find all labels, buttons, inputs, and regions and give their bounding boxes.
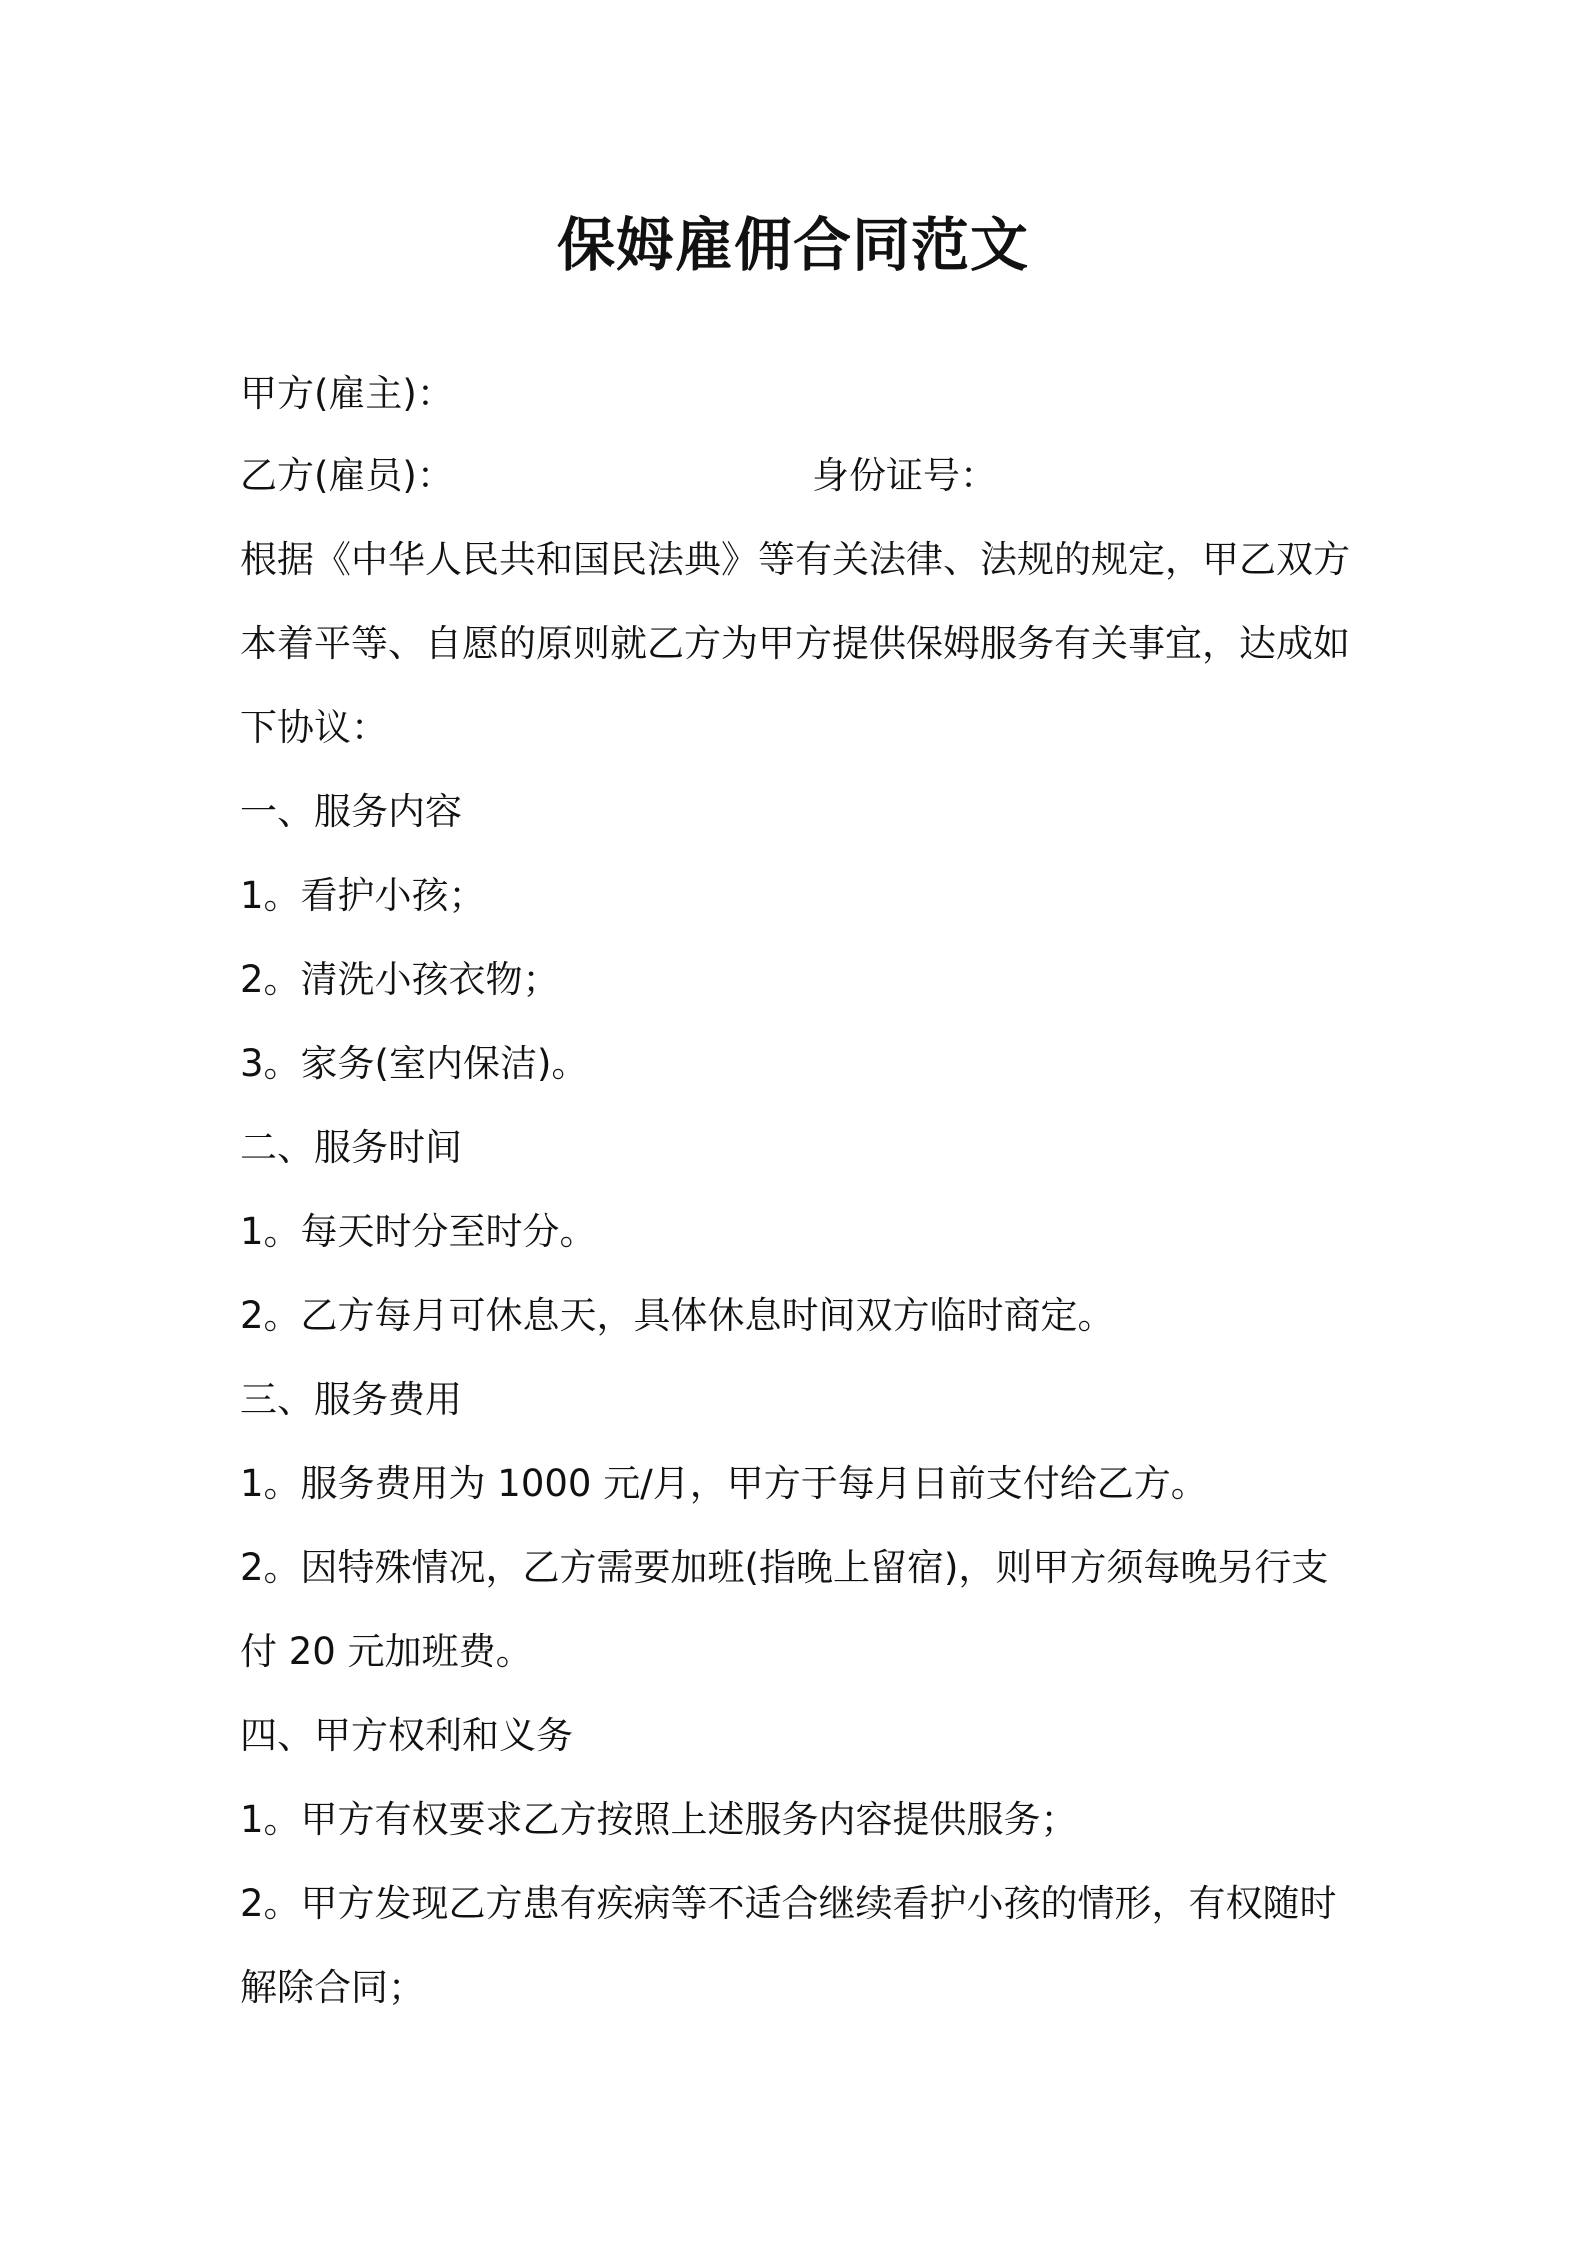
rights-item: 2。甲方发现乙方患有疾病等不适合继续看护小孩的情形，有权随时 bbox=[240, 1882, 1337, 1925]
service-item: 1。看护小孩； bbox=[240, 874, 486, 917]
time-item: 2。乙方每月可休息天，具体休息时间双方临时商定。 bbox=[240, 1294, 1115, 1337]
fee-item: 付 20 元加班费。 bbox=[240, 1630, 533, 1673]
document-title: 保姆雇佣合同范文 bbox=[556, 211, 1029, 279]
fee-item: 2。因特殊情况，乙方需要加班(指晚上留宿)，则甲方须每晚另行支 bbox=[240, 1546, 1329, 1589]
preamble-line: 本着平等、自愿的原则就乙方为甲方提供保姆服务有关事宜，达成如 bbox=[240, 622, 1350, 665]
rights-item: 1。甲方有权要求乙方按照上述服务内容提供服务； bbox=[240, 1798, 1078, 1841]
id-number-label: 身份证号： bbox=[812, 454, 997, 497]
section-heading-party-a-rights: 四、甲方权利和义务 bbox=[240, 1714, 573, 1757]
fee-item: 1。服务费用为 1000 元/月，甲方于每月日前支付给乙方。 bbox=[240, 1462, 1208, 1505]
time-item: 1。每天时分至时分。 bbox=[240, 1210, 597, 1253]
party-b-label: 乙方(雇员)： bbox=[240, 454, 454, 497]
section-heading-service-time: 二、服务时间 bbox=[240, 1126, 462, 1169]
service-item: 3。家务(室内保洁)。 bbox=[240, 1042, 589, 1085]
service-item: 2。清洗小孩衣物； bbox=[240, 958, 560, 1001]
preamble-line: 根据《中华人民共和国民法典》等有关法律、法规的规定，甲乙双方 bbox=[240, 538, 1350, 581]
section-heading-service-fee: 三、服务费用 bbox=[240, 1378, 462, 1421]
preamble-line: 下协议： bbox=[240, 706, 388, 749]
rights-item: 解除合同； bbox=[240, 1966, 425, 2009]
section-heading-service-content: 一、服务内容 bbox=[240, 790, 462, 833]
party-a-label: 甲方(雇主)： bbox=[240, 372, 454, 415]
